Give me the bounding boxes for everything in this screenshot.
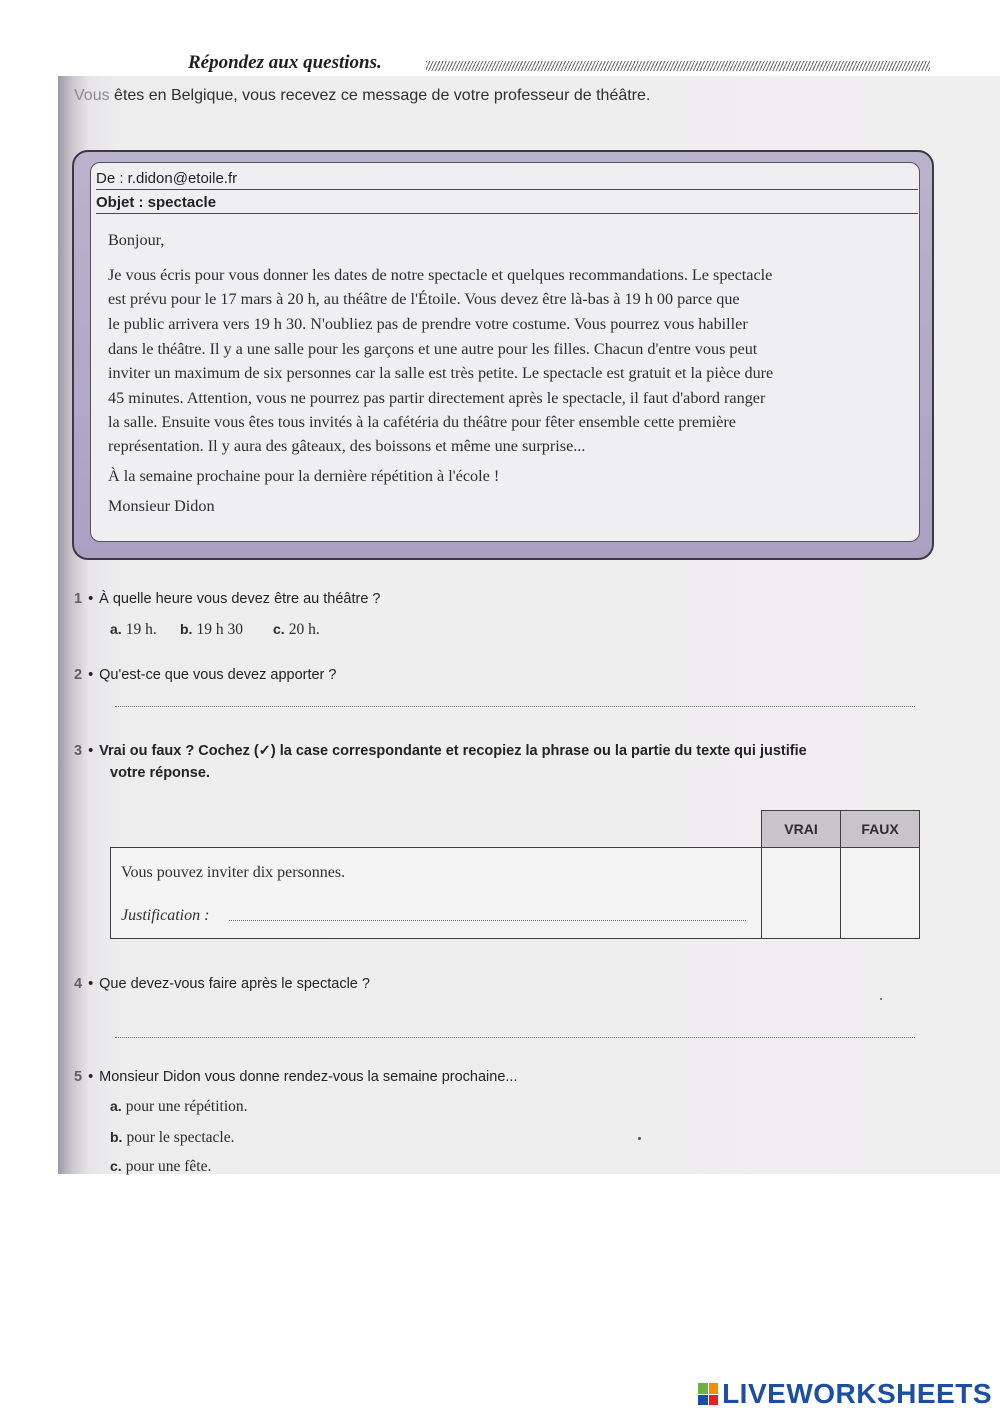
bullet-icon: • (88, 1069, 94, 1085)
intro-text (74, 87, 650, 105)
intro-faded-word: Vous (74, 87, 110, 104)
email-greeting: Bonjour, (108, 231, 165, 249)
question-text: Que devez-vous faire après le spectacle ? (99, 976, 370, 992)
question-text: Qu'est-ce que vous devez apporter ? (99, 667, 337, 683)
question-number: 2 (74, 667, 83, 683)
bullet-icon: • (88, 591, 94, 607)
option-letter: c. (273, 621, 285, 637)
q1-option-b[interactable] (180, 621, 243, 639)
email-closing: À la semaine prochaine pour la dernière répétition à l'école ! (108, 467, 500, 485)
justification-label: Justification : (121, 907, 210, 924)
vrai-checkbox-cell[interactable] (762, 848, 839, 937)
question-text: À quelle heure vous devez être au théâtre ? (99, 591, 381, 607)
option-text: 19 h 30 (196, 621, 243, 638)
statement-text: Vous pouvez inviter dix personnes. (121, 864, 346, 881)
column-header-vrai: VRAI (761, 810, 841, 848)
intro-rest: êtes en Belgique, vous recevez ce message de votre professeur de théâtre. (109, 87, 651, 104)
question-number: 1 (74, 591, 83, 607)
email-body-line: représentation. Il y aura des gâteaux, des boissons et même une surprise... (108, 437, 586, 455)
q5-option-a[interactable] (110, 1098, 248, 1116)
bullet-icon: • (88, 667, 94, 683)
question-number: 5 (74, 1069, 83, 1085)
column-header-faux: FAUX (840, 810, 920, 848)
brand-name: LIVEWORKSHEETS (722, 1378, 992, 1409)
q4-answer-line[interactable] (115, 1037, 915, 1038)
page-title: Répondez aux questions. (188, 52, 382, 73)
q5-option-b[interactable] (110, 1129, 234, 1147)
q2-answer-line[interactable] (115, 706, 915, 707)
option-text: pour une fête. (125, 1158, 212, 1175)
liveworksheets-logo[interactable] (698, 1378, 992, 1410)
question-1 (74, 591, 380, 607)
question-2 (74, 667, 336, 683)
option-text: 20 h. (288, 621, 320, 638)
question-3 (74, 743, 807, 759)
email-body-line: la salle. Ensuite vous êtes tous invités à la cafétéria du théâtre pour fêter ensemble cette première (108, 413, 736, 431)
option-text: pour le spectacle. (126, 1129, 235, 1146)
question-number: 3 (74, 743, 83, 759)
email-body-line: est prévu pour le 17 mars à 20 h, au théâtre de l'Étoile. Vous devez être là-bas à 19 h 00 parce que (108, 290, 740, 308)
question-text: Monsieur Didon vous donne rendez-vous la semaine prochaine... (99, 1069, 518, 1085)
question-5 (74, 1069, 517, 1085)
email-signature: Monsieur Didon (108, 497, 215, 515)
question-text: Vrai ou faux ? Cochez (✓) la case correspondante et recopiez la phrase ou la partie du texte qui justifie (99, 743, 807, 759)
email-body-line: inviter un maximum de six personnes car la salle est très petite. Le spectacle est gratuit et la pièce dure (108, 364, 774, 382)
option-letter: b. (180, 621, 193, 637)
option-letter: a. (110, 1098, 122, 1114)
email-body-line: Je vous écris pour vous donner les dates de notre spectacle et quelques recommandations. Le spectacle (108, 266, 773, 284)
option-text: 19 h. (125, 621, 157, 638)
scan-speck (638, 1137, 641, 1140)
email-from: De : r.didon@etoile.fr (96, 170, 918, 190)
email-body-line: le public arrivera vers 19 h 30. N'oubliez pas de prendre votre costume. Vous pourrez vous habiller (108, 315, 748, 333)
logo-mark-icon (698, 1383, 718, 1405)
q1-option-a[interactable] (110, 621, 157, 639)
question-number: 4 (74, 976, 83, 992)
option-text: pour une répétition. (125, 1098, 248, 1115)
question-3-continuation: votre réponse. (110, 765, 210, 781)
faux-checkbox-cell[interactable] (841, 848, 918, 937)
option-letter: b. (110, 1129, 123, 1145)
bullet-icon: • (88, 743, 94, 759)
title-hatch-decoration (426, 61, 930, 71)
email-body-line: 45 minutes. Attention, vous ne pourrez pas partir directement après le spectacle, il faut d'abord ranger (108, 389, 766, 407)
q5-option-c[interactable] (110, 1158, 211, 1176)
scan-speck (880, 998, 882, 1000)
question-4 (74, 976, 370, 992)
option-letter: c. (110, 1158, 122, 1174)
bullet-icon: • (88, 976, 94, 992)
option-letter: a. (110, 621, 122, 637)
justification-answer-line[interactable] (229, 920, 746, 921)
email-body-line: dans le théâtre. Il y a une salle pour les garçons et une autre pour les filles. Chacun d'entre vous peut (108, 340, 758, 358)
email-subject: Objet : spectacle (96, 194, 918, 214)
q1-option-c[interactable] (273, 621, 320, 639)
